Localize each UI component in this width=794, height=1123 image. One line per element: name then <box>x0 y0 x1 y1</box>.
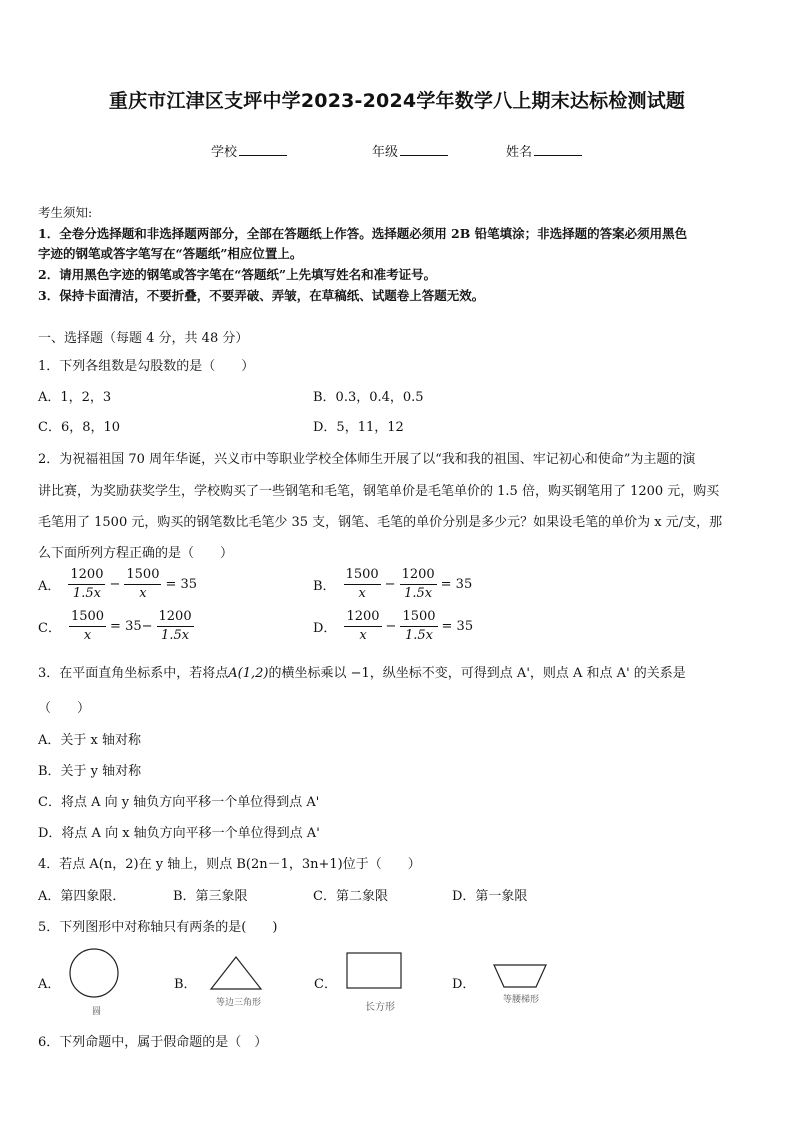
minus-sign: − <box>384 577 396 592</box>
fraction <box>400 608 437 645</box>
q2-stem-line-3: 毛笔用了 1500 元，购买的钢笔数比毛笔少 35 支，钢笔、毛笔的单价分别是多少元？如果设毛笔的单价为 x 元/支，那 <box>38 515 723 530</box>
notice-line-1b: 字迹的钢笔或答字笔写在“答题纸”相应位置上。 <box>38 246 303 261</box>
q1-option-a: A．1，2，3 <box>38 390 112 405</box>
q3-paren: （ ） <box>38 701 91 716</box>
q1-option-b: B．0.3，0.4，0.5 <box>313 390 424 405</box>
page-title: 重庆市江津区支坪中学2023-2024学年数学八上期末达标检测试题 <box>108 90 686 112</box>
numerator: 1500 <box>124 566 161 585</box>
name-blank <box>534 143 582 156</box>
isosceles-trapezoid-figure <box>492 962 548 990</box>
q5-option-a-label: A． <box>38 977 61 992</box>
trapezoid-caption: 等腰梯形 <box>503 995 540 1005</box>
q1-option-d: D．5，11，12 <box>313 420 404 435</box>
q2-option-b <box>313 566 474 603</box>
grade-field <box>372 141 448 160</box>
denominator: 1.5x <box>404 586 433 601</box>
q4-option-c: C．第二象限 <box>313 889 388 904</box>
section-heading: 一、选择题（每题 4 分，共 48 分） <box>38 331 249 346</box>
equals-35-minus: = 35− <box>110 619 153 634</box>
fraction <box>69 608 106 645</box>
notice-line-3: 3．保持卡面清洁，不要折叠，不要弄破、弄皱，在草稿纸、试题卷上答题无效。 <box>38 288 485 303</box>
numerator: 1200 <box>400 566 437 585</box>
q2-stem-line-2: 讲比赛，为奖励获奖学生，学校购买了一些钢笔和毛笔，钢笔单价是毛笔单价的 1.5 倍，购买钢笔用了 1200 元，购买 <box>38 484 720 499</box>
fraction <box>344 566 381 603</box>
fraction <box>157 608 194 645</box>
denominator: 1.5x <box>161 628 190 643</box>
numerator: 1500 <box>344 566 381 585</box>
q3-option-d: D．将点 A 向 x 轴负方向平移一个单位得到点 A' <box>38 826 320 841</box>
equals-35: = 35 <box>441 619 474 634</box>
name-field <box>506 141 582 160</box>
denominator: x <box>359 628 367 643</box>
q5-stem: 5．下列图形中对称轴只有两条的是( ) <box>38 920 278 935</box>
fraction <box>124 566 161 603</box>
notice-heading: 考生须知: <box>38 205 93 220</box>
q3-stem-part-b: 的横坐标乘以 −1，纵坐标不变，可得到点 A'，则点 A 和点 A' 的关系是 <box>268 666 686 681</box>
q2-option-a-label: A． <box>38 579 61 594</box>
triangle-caption: 等边三角形 <box>216 998 262 1008</box>
denominator: x <box>139 586 147 601</box>
school-label: 学校 <box>211 145 238 160</box>
denominator: x <box>358 586 366 601</box>
notice-line-1a: 1．全卷分选择题和非选择题两部分，全部在答题纸上作答。选择题必须用 2B 铅笔填涂；非选择题的答案必须用黑色 <box>38 226 688 241</box>
circle-caption: 圆 <box>92 1007 102 1017</box>
school-blank <box>239 143 287 156</box>
school-field <box>211 141 287 160</box>
name-label: 姓名 <box>506 145 533 160</box>
notice-line-2: 2．请用黑色字迹的钢笔或答字笔在“答题纸”上先填写姓名和准考证号。 <box>38 267 437 282</box>
minus-sign: − <box>109 577 121 592</box>
q5-option-d-label: D． <box>452 977 476 992</box>
q4-stem: 4．若点 A(n，2)在 y 轴上，则点 B(2n－1，3n+1)位于（ ） <box>38 857 421 872</box>
equals-35: = 35 <box>165 577 198 592</box>
rectangle-caption: 长方形 <box>365 1002 395 1013</box>
grade-blank <box>400 143 448 156</box>
rectangle-figure <box>345 951 403 991</box>
fraction <box>68 566 105 603</box>
q2-option-c <box>38 608 196 645</box>
q3-option-b: B．关于 y 轴对称 <box>38 764 142 779</box>
q1-option-c: C．6，8，10 <box>38 420 121 435</box>
q2-option-d-label: D． <box>313 621 337 636</box>
numerator: 1200 <box>157 608 194 627</box>
circle-figure <box>66 946 122 1002</box>
equilateral-triangle-figure <box>208 955 264 993</box>
numerator: 1500 <box>400 608 437 627</box>
q4-option-a: A．第四象限． <box>38 889 126 904</box>
q2-option-a <box>38 566 199 603</box>
fraction <box>344 608 381 645</box>
q1-stem: 1．下列各组数是勾股数的是（ ） <box>38 359 255 374</box>
q5-option-b-label: B． <box>174 977 197 992</box>
q3-option-a: A．关于 x 轴对称 <box>38 733 141 748</box>
numerator: 1200 <box>344 608 381 627</box>
denominator: x <box>83 628 92 643</box>
numerator: 1200 <box>68 566 105 585</box>
numerator: 1500 <box>69 608 106 627</box>
q3-stem-part-a: 3．在平面直角坐标系中，若将点 <box>38 666 229 681</box>
q4-option-b: B．第三象限 <box>173 889 248 904</box>
q3-point: A(1,2) <box>228 666 269 681</box>
fraction <box>400 566 437 603</box>
grade-label: 年级 <box>372 145 399 160</box>
q2-stem-line-1: 2．为祝福祖国 70 周年华诞，兴义市中等职业学校全体师生开展了以“我和我的祖国、牢记初心和使命”为主题的演 <box>38 452 696 467</box>
denominator: 1.5x <box>404 628 433 643</box>
q2-option-c-label: C． <box>38 621 61 636</box>
q5-option-c-label: C． <box>314 977 337 992</box>
q4-option-d: D．第一象限 <box>452 889 528 904</box>
q3-stem <box>38 662 686 681</box>
q2-stem-line-4: 么下面所列方程正确的是（ ） <box>38 546 234 561</box>
minus-sign: − <box>385 619 397 634</box>
equals-35: = 35 <box>440 577 473 592</box>
denominator: 1.5x <box>72 586 101 601</box>
q2-option-b-label: B． <box>313 579 336 594</box>
q6-stem: 6．下列命题中，属于假命题的是（ ） <box>38 1035 268 1050</box>
q3-option-c: C．将点 A 向 y 轴负方向平移一个单位得到点 A' <box>38 795 320 810</box>
q2-option-d <box>313 608 475 645</box>
